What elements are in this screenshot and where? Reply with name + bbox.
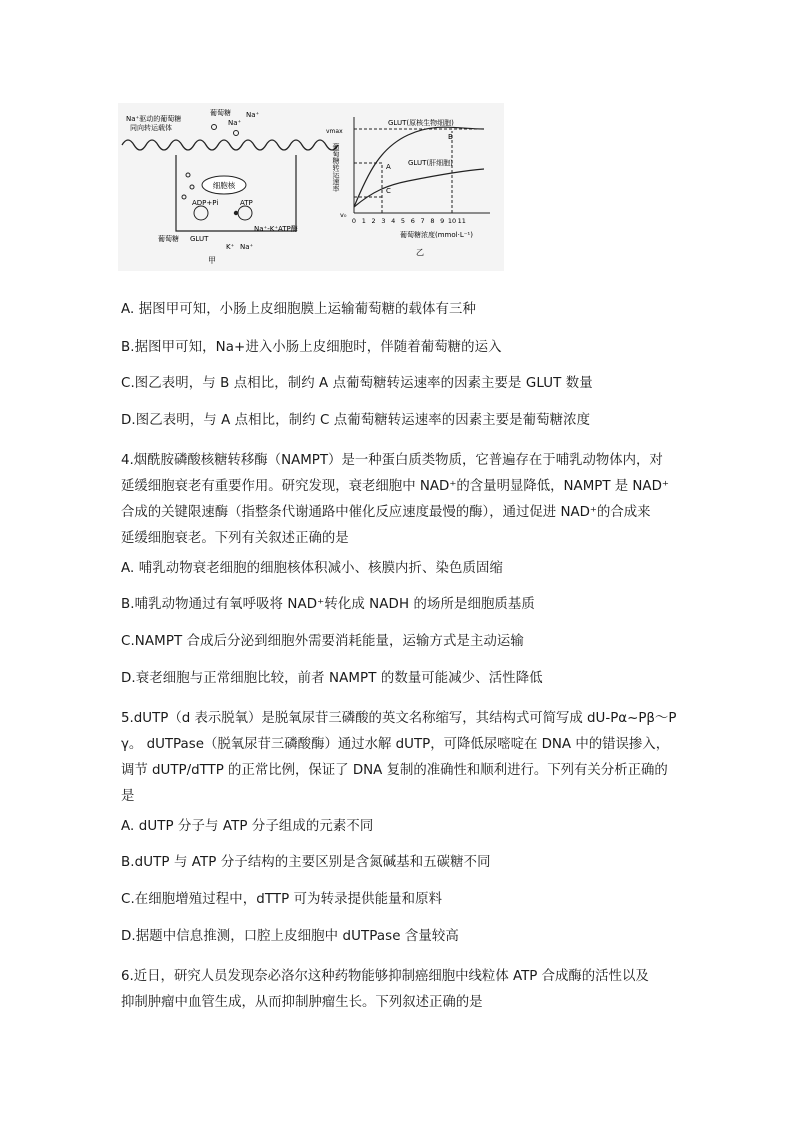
q6-stem-line: 抑制肿瘤中血管生成，从而抑制肿瘤生长。下列叙述正确的是: [121, 995, 483, 1010]
k-label: K⁺: [226, 243, 235, 251]
q3-option-c: C.图乙表明，与 B 点相比，制约 A 点葡萄糖转运速率的因素主要是 GLUT 数量: [121, 376, 593, 391]
x-tick-label: 6: [410, 217, 415, 225]
q3-option-d: D.图乙表明，与 A 点相比，制约 C 点葡萄糖转运速率的因素主要是葡萄糖浓度: [121, 413, 591, 428]
x-tick-label: 11: [457, 217, 466, 225]
curve2-label: GLUT(肝细胞): [408, 159, 453, 167]
q5-option-b: B.dUTP 与 ATP 分子结构的主要区别是含氮碱基和五碳糖不同: [121, 855, 491, 870]
x-tick-label: 7: [420, 217, 425, 225]
q4-option-c: C.NAMPT 合成后分泌到细胞外需要消耗能量，运输方式是主动运输: [121, 634, 524, 649]
v0-label: v₀: [340, 211, 347, 219]
q6-stem-line: 6.近日，研究人员发现奈必洛尔这种药物能够抑制癌细胞中线粒体 ATP 合成酶的活性以及: [121, 969, 649, 984]
q4-option-b: B.哺乳动物通过有氧呼吸将 NAD⁺转化成 NADH 的场所是细胞质基质: [121, 597, 535, 612]
q5-stem-line: 5.dUTP（d 表示脱氧）是脱氧尿苷三磷酸的英文名称缩写，其结构式可简写成 dU-Pα~Pβ～P: [121, 711, 677, 726]
x-tick-label: 8: [430, 217, 435, 225]
q6-stem: [121, 964, 681, 1016]
q5-stem-line: γ。 dUTPase（脱氧尿苷三磷酸酶）通过水解 dUTP，可降低尿嘧啶在 DNA 中的错误掺入，: [121, 737, 670, 752]
na-top-2: Na⁺: [246, 111, 260, 119]
figure-svg: [118, 103, 504, 271]
x-tick-label: 5: [400, 217, 406, 225]
q5-option-d: D.据题中信息推测，口腔上皮细胞中 dUTPase 含量较高: [121, 929, 459, 944]
na-top-1: Na⁺: [228, 119, 242, 127]
x-tick-label: 2: [371, 217, 376, 225]
x-tick-label: 1: [361, 217, 366, 225]
pump-label: Na⁺-K⁺ATP酶: [254, 225, 298, 233]
q4-option-d: D.衰老细胞与正常细胞比较，前者 NAMPT 的数量可能减少、活性降低: [121, 671, 543, 686]
q5-stem: [121, 706, 681, 810]
x-tick-label: 4: [391, 217, 396, 225]
nucleus-label: 细胞核: [212, 181, 236, 190]
q4-stem: [121, 448, 681, 552]
figure-b-caption: 乙: [416, 248, 424, 257]
q5-option-c: C.在细胞增殖过程中，dTTP 可为转录提供能量和原料: [121, 892, 443, 907]
figure-a-caption: 甲: [208, 256, 216, 265]
x-tick-label: 3: [381, 217, 386, 225]
atp-label: ATP: [240, 199, 253, 207]
curve1-label: GLUT(原核生物细胞): [388, 119, 454, 127]
q3-option-a: A. 据图甲可知，小肠上皮细胞膜上运输葡萄糖的载体有三种: [121, 302, 477, 317]
q5-option-a: A. dUTP 分子与 ATP 分子组成的元素不同: [121, 819, 374, 834]
x-axis-label: 葡萄糖浓度(mmol·L⁻¹): [400, 231, 473, 239]
adp-label: ADP+Pi: [192, 199, 219, 207]
q5-stem-line: 调节 dUTP/dTTP 的正常比例，保证了 DNA 复制的准确性和顺利进行。下列有关分析正确的: [121, 763, 668, 778]
glucose-bottom-label: 葡萄糖: [158, 235, 179, 243]
glut-label: GLUT: [190, 235, 209, 243]
vmax-label: vmax: [326, 128, 343, 135]
q4-option-a: A. 哺乳动物衰老细胞的细胞核体积减小、核膜内折、染色质固缩: [121, 561, 503, 576]
glucose-top-label: 葡萄糖: [210, 109, 231, 117]
point-c-label: C: [386, 187, 391, 195]
x-tick-label: 9: [440, 217, 445, 225]
question-figure: [118, 103, 504, 271]
carrier-label-2: 同向转运载体: [130, 124, 172, 132]
q4-stem-line: 4.烟酰胺磷酸核糖转移酶（NAMPT）是一种蛋白质类物质，它普遍存在于哺乳动物体内，对: [121, 453, 663, 468]
y-axis-label: 葡萄糖转运速率: [332, 143, 340, 192]
point-a-label: A: [386, 163, 391, 171]
x-tick-label: 10: [447, 217, 457, 225]
x-tick-label: 0: [351, 217, 357, 225]
q4-stem-line: 延缓细胞衰老。下列有关叙述正确的是: [121, 531, 349, 546]
na-bottom-label: Na⁺: [240, 243, 254, 251]
q4-stem-line: 合成的关键限速酶（指整条代谢通路中催化反应速度最慢的酶），通过促进 NAD⁺的合成来: [121, 505, 651, 520]
point-b-label: B: [448, 133, 453, 141]
q3-option-b: B.据图甲可知，Na+进入小肠上皮细胞时，伴随着葡萄糖的运入: [121, 340, 502, 355]
q5-stem-line: 是: [121, 789, 135, 804]
carrier-label: Na⁺驱动的葡萄糖: [126, 115, 182, 123]
q4-stem-line: 延缓细胞衰老有重要作用。研究发现，衰老细胞中 NAD⁺的含量明显降低，NAMPT 是 NAD⁺: [121, 479, 669, 494]
